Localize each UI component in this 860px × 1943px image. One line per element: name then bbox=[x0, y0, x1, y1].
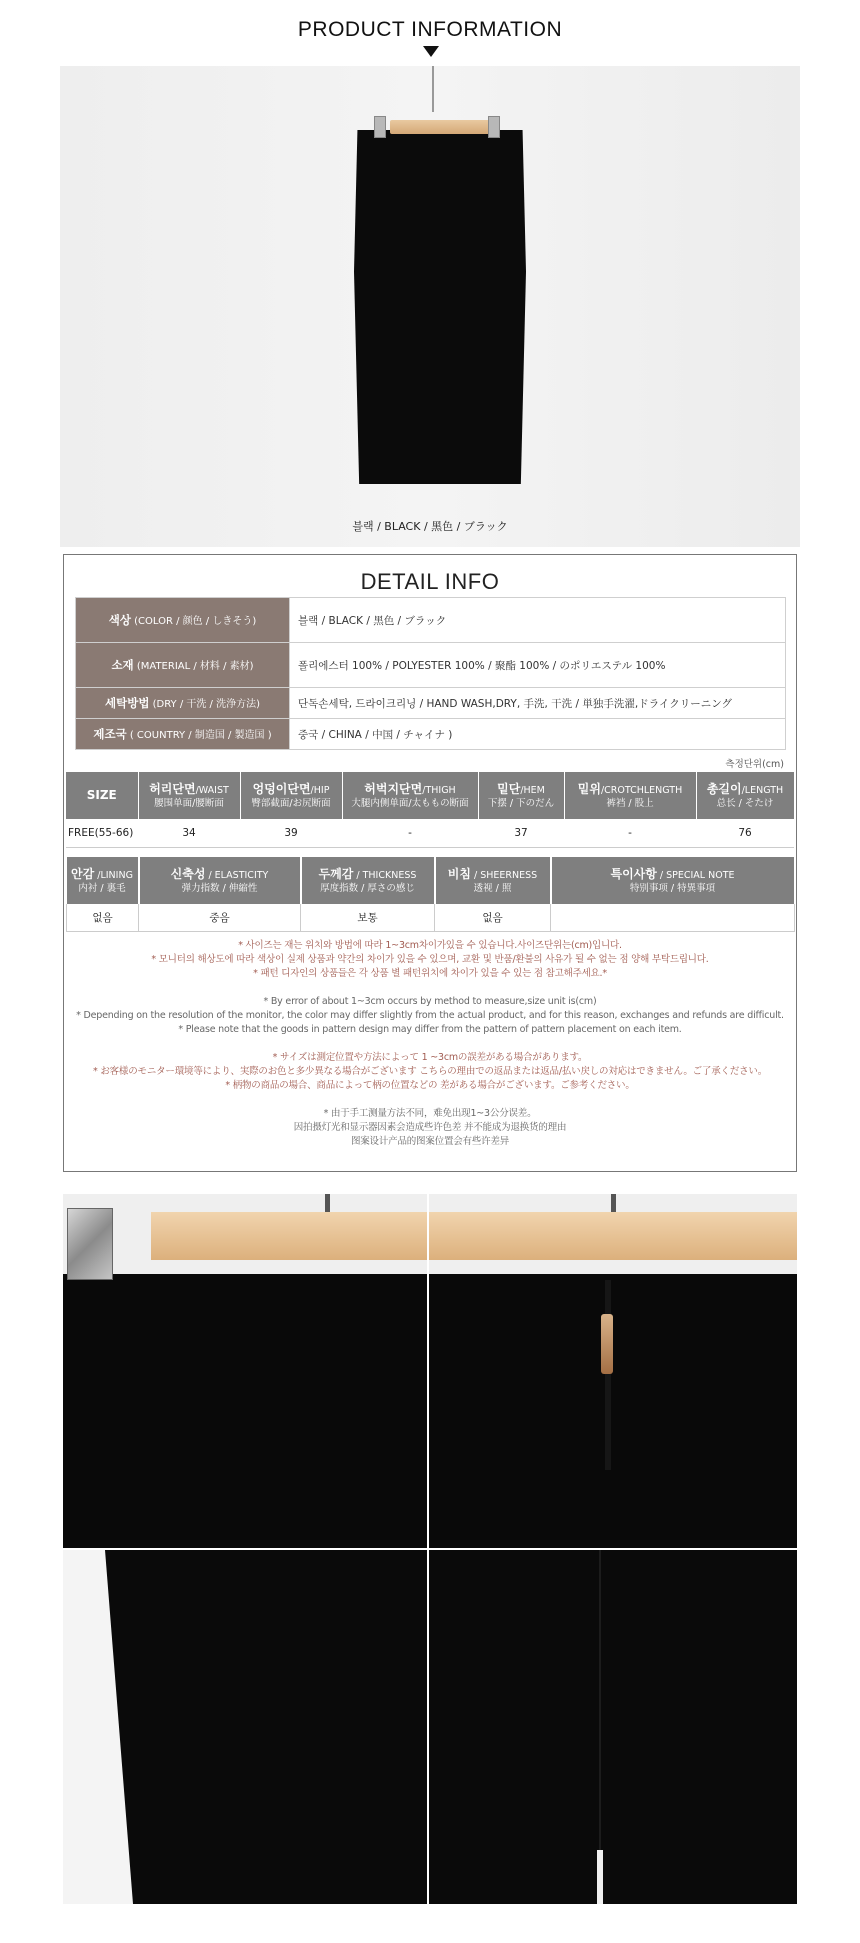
closeup-back-slit bbox=[429, 1550, 797, 1904]
sheerness-value: 없음 bbox=[435, 904, 551, 931]
note-line: * お客様のモニター環境等により、実際のお色と多少異なる場合がございます こちらの理由での返品または返品/払い戻しの対応はできません。ご了承ください。 bbox=[92, 1066, 768, 1077]
back-slit bbox=[597, 1850, 603, 1904]
note-line: * サイズは測定位置や方法によって 1 ~3cmの誤差がある場合があります。 bbox=[272, 1052, 588, 1063]
waist-value: 34 bbox=[138, 819, 240, 847]
size-table bbox=[66, 772, 795, 848]
note-line: 因拍摄灯光和显示器因素会造成些许色差 并不能成为退换货的理由 bbox=[293, 1122, 567, 1133]
hem-value: 37 bbox=[478, 819, 564, 847]
page-title: PRODUCT INFORMATION bbox=[297, 18, 563, 41]
note-line: * 사이즈는 재는 위치와 방법에 따라 1~3cm차이가있을 수 있습니다.사이즈단위는(cm)입니다. bbox=[238, 940, 622, 951]
special-note-header: 특이사항 / SPECIAL NOTE 特别事项 / 特異事項 bbox=[551, 857, 795, 904]
info-label: 세탁방법 (DRY / 干洗 / 洗浄方法) bbox=[76, 688, 290, 719]
table-row bbox=[67, 904, 795, 931]
hanger-hook bbox=[432, 66, 434, 112]
info-row-color bbox=[76, 598, 786, 643]
info-label: 소재 (MATERIAL / 材料 / 素材) bbox=[76, 643, 290, 688]
wooden-hanger bbox=[429, 1212, 797, 1260]
table-row bbox=[66, 819, 794, 847]
info-label: 제조국 ( COUNTRY / 制造国 / 製造国 ) bbox=[76, 719, 290, 750]
zipper-pull bbox=[601, 1314, 613, 1374]
info-row-country bbox=[76, 719, 786, 750]
note-line: * Please note that the goods in pattern design may differ from the pattern of pattern placement on each item. bbox=[178, 1024, 682, 1035]
arrow-down-icon bbox=[423, 46, 439, 57]
note-line: * 모니터의 해상도에 따라 색상이 실제 상품과 약간의 차이가 있을 수 있으며, 교환 및 반품/환불의 사유가 될 수 없는 점 양해 부탁드립니다. bbox=[151, 954, 709, 965]
hanger-clip-left bbox=[374, 116, 386, 138]
note-line: * 柄物の商品の場合、商品によって柄の位置などの 差がある場合がございます。ご参考ください。 bbox=[225, 1080, 635, 1091]
hanger-hook bbox=[325, 1194, 330, 1212]
sheerness-header: 비침 / SHEERNESS 透视 / 照 bbox=[435, 857, 551, 904]
note-line: * By error of about 1~3cm occurs by method to measure,size unit is(cm) bbox=[263, 996, 597, 1007]
hem-header: 밑단/HEM 下摆 / 下のだん bbox=[478, 772, 564, 819]
thigh-header: 허벅지단면/THIGH 大腿内侧单面/太ももの断面 bbox=[342, 772, 478, 819]
size-value: FREE(55-66) bbox=[66, 819, 138, 847]
zipper bbox=[605, 1280, 611, 1470]
thickness-header: 두께감 / THICKNESS 厚度指数 / 厚さの感じ bbox=[301, 857, 435, 904]
elasticity-value: 중음 bbox=[139, 904, 301, 931]
crotch-value: - bbox=[564, 819, 696, 847]
info-row-material bbox=[76, 643, 786, 688]
closeup-hip-curve bbox=[63, 1550, 427, 1904]
note-line: * Depending on the resolution of the monitor, the color may differ slightly from the actual product, and for this reason, exchanges and refunds are difficult. bbox=[76, 1010, 784, 1021]
product-info-table bbox=[75, 597, 786, 750]
crotch-header: 밑위/CROTCHLENGTH 裤裆 / 股上 bbox=[564, 772, 696, 819]
closeup-waistband-clip bbox=[63, 1194, 427, 1548]
hip-header: 엉덩이단면/HIP 臀部截面/お尻断面 bbox=[240, 772, 342, 819]
closeup-zipper bbox=[429, 1194, 797, 1548]
hip-value: 39 bbox=[240, 819, 342, 847]
size-header-row bbox=[66, 772, 794, 819]
wooden-hanger bbox=[390, 120, 490, 134]
attribute-table bbox=[66, 857, 796, 932]
note-line: * 由于手工测量方法不同，难免出现1~3公分误差。 bbox=[323, 1108, 537, 1119]
length-header: 총길이/LENGTH 总长 / そたけ bbox=[696, 772, 794, 819]
hanger-hook bbox=[611, 1194, 616, 1212]
elasticity-header: 신축성 / ELASTICITY 弹力指数 / 伸縮性 bbox=[139, 857, 301, 904]
info-value: 중국 / CHINA / 中国 / チャイナ ) bbox=[290, 719, 786, 750]
product-photo bbox=[60, 66, 800, 547]
lining-header: 안감 /LINING 内衬 / 裏毛 bbox=[67, 857, 139, 904]
detail-info-panel bbox=[63, 554, 797, 1172]
info-value: 폴리에스터 100% / POLYESTER 100% / 聚酯 100% / のポリエステル 100% bbox=[290, 643, 786, 688]
hanger-clip bbox=[67, 1208, 113, 1280]
wooden-hanger bbox=[151, 1212, 427, 1260]
detail-title: DETAIL INFO bbox=[360, 569, 500, 594]
skirt-image bbox=[354, 130, 526, 484]
measure-unit: 측정단위(cm) bbox=[725, 759, 784, 770]
info-value: 블랙 / BLACK / 黑色 / ブラック bbox=[290, 598, 786, 643]
attribute-header-row bbox=[67, 857, 795, 904]
size-header: SIZE bbox=[66, 772, 138, 819]
note-line: 图案设计产品的图案位置会有些许差异 bbox=[350, 1136, 510, 1147]
info-label: 색상 (COLOR / 颜色 / しきそう) bbox=[76, 598, 290, 643]
size-notes bbox=[64, 939, 796, 1149]
closeup-gallery bbox=[63, 1194, 797, 1904]
thickness-value: 보통 bbox=[301, 904, 435, 931]
length-value: 76 bbox=[696, 819, 794, 847]
special-note-value bbox=[551, 904, 795, 931]
hanger-clip-right bbox=[488, 116, 500, 138]
lining-value: 없음 bbox=[67, 904, 139, 931]
info-value: 단독손세탁, 드라이크리닝 / HAND WASH,DRY, 手洗, 干洗 / 単独手洗濯,ドライクリーニング bbox=[290, 688, 786, 719]
note-line: * 패턴 디자인의 상품들은 각 상품 별 패턴위치에 차이가 있을 수 있는 점 참고해주세요.* bbox=[253, 968, 607, 979]
info-row-washing bbox=[76, 688, 786, 719]
photo-caption: 블랙 / BLACK / 黑色 / ブラック bbox=[352, 520, 508, 533]
waist-header: 허리단면/WAIST 腰围单面/腰断面 bbox=[138, 772, 240, 819]
thigh-value: - bbox=[342, 819, 478, 847]
